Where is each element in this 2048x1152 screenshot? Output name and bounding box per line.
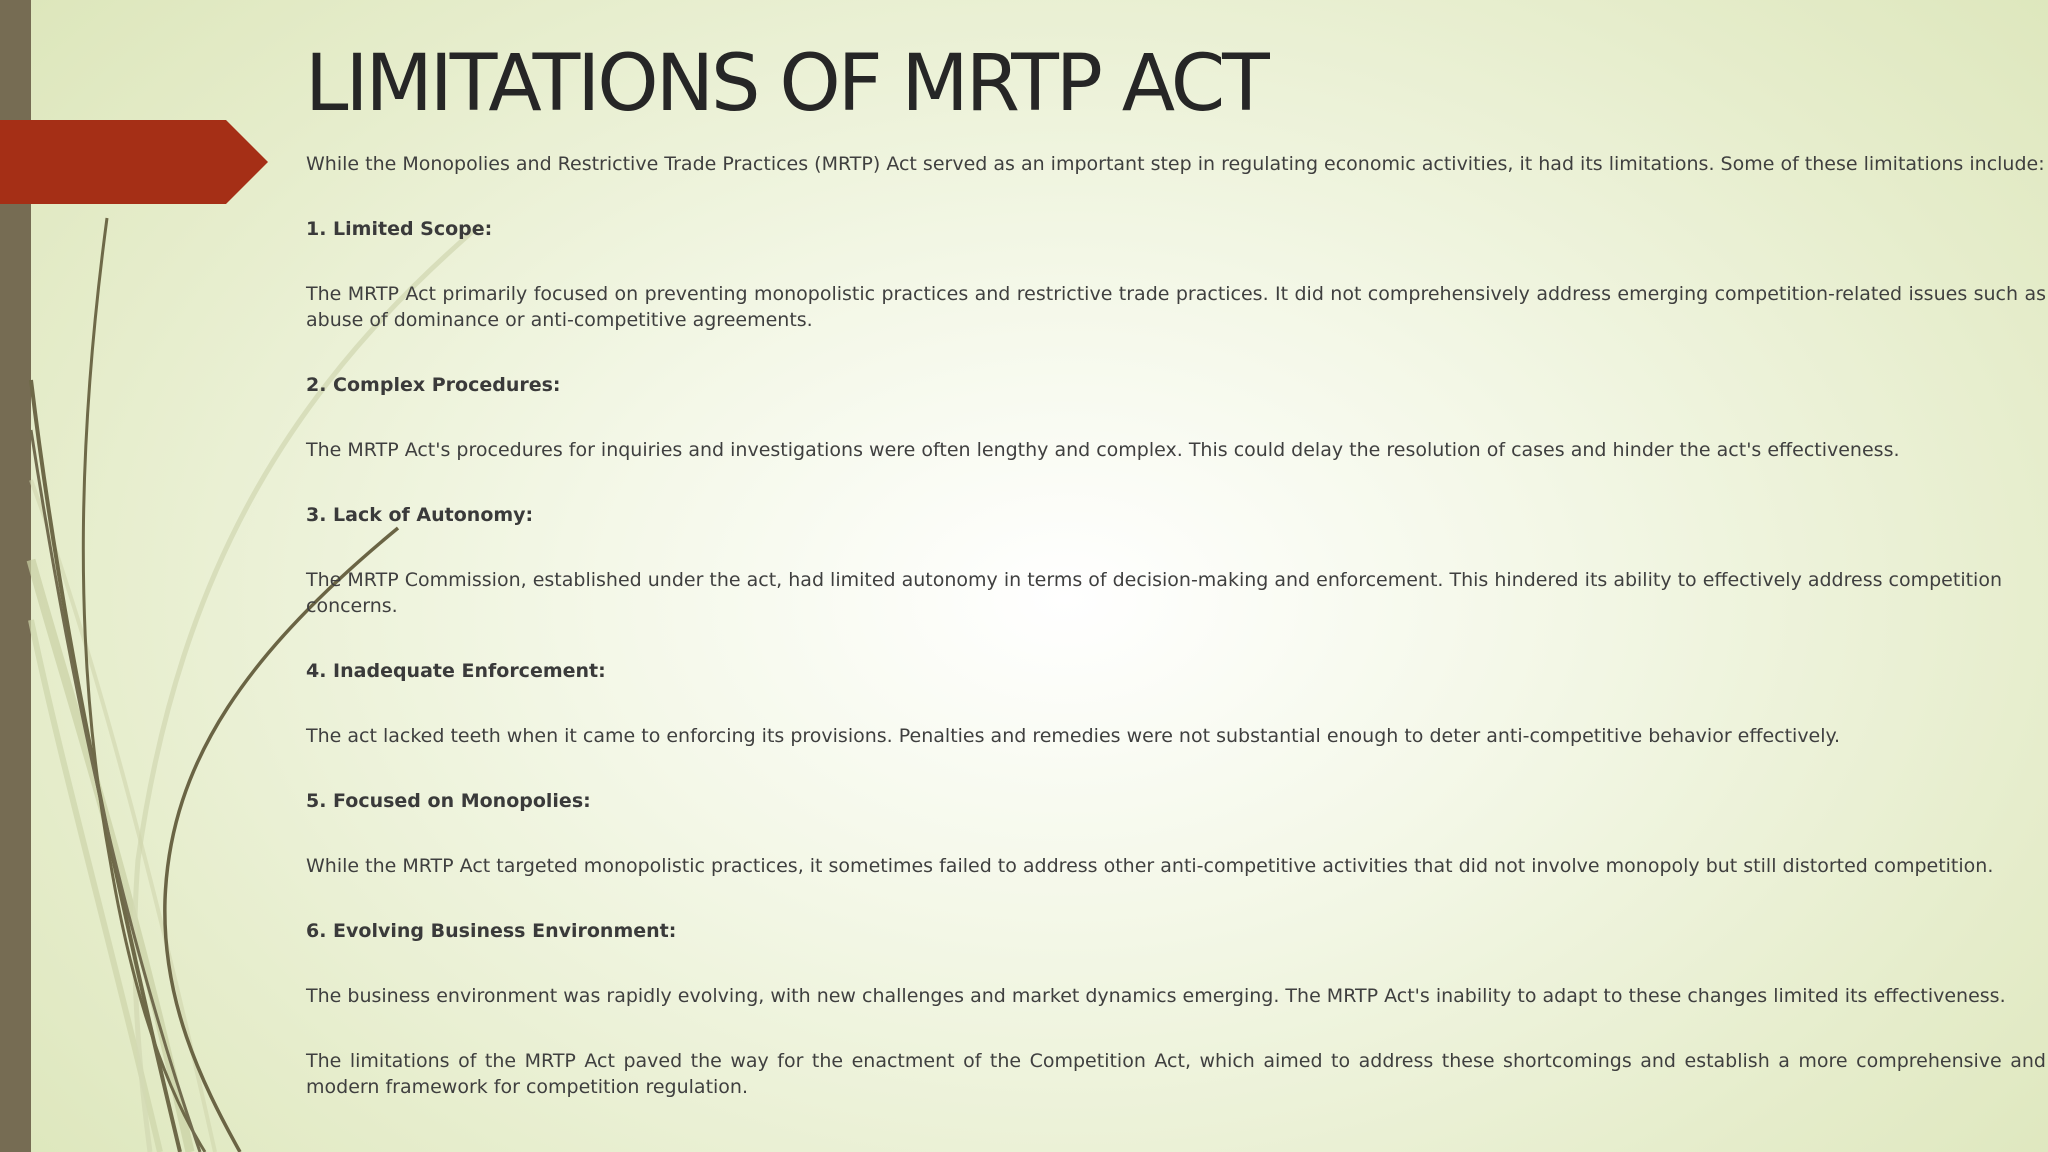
- conclusion-paragraph: The limitations of the MRTP Act paved the way for the enactment of the Competition Act, which aimed to address these shortcomings and establish a more comprehensive and modern framework for competition regulation.: [306, 1050, 2046, 1098]
- section-heading: 5. Focused on Monopolies:: [306, 790, 591, 812]
- slide-title: LIMITATIONS OF MRTP ACT: [305, 39, 1267, 129]
- section-heading: 1. Limited Scope:: [306, 218, 493, 240]
- slide-body: [306, 151, 2046, 1100]
- section-body: The MRTP Commission, established under the act, had limited autonomy in terms of decision-making and enforcement. This hindered its ability to effectively address competition concerns.: [306, 569, 2002, 617]
- section-body: The act lacked teeth when it came to enforcing its provisions. Penalties and remedies were not substantial enough to deter anti-competitive behavior effectively.: [306, 725, 1841, 747]
- section-heading: 2. Complex Procedures:: [306, 374, 561, 396]
- section-heading: 4. Inadequate Enforcement:: [306, 660, 606, 682]
- red-arrow-banner: [0, 120, 268, 204]
- section-body: The MRTP Act primarily focused on preventing monopolistic practices and restrictive trade practices. It did not comprehensively address emerging competition-related issues such as abuse of dominance or anti-competitive agreements.: [306, 283, 2046, 331]
- section-body: The MRTP Act's procedures for inquiries and investigations were often lengthy and complex. This could delay the resolution of cases and hinder the act's effectiveness.: [306, 439, 1900, 461]
- section-heading: 3. Lack of Autonomy:: [306, 504, 534, 526]
- section-heading: 6. Evolving Business Environment:: [306, 920, 677, 942]
- section-body: The business environment was rapidly evolving, with new challenges and market dynamics emerging. The MRTP Act's inability to adapt to these changes limited its effectiveness.: [306, 985, 2006, 1007]
- left-accent-bar: [0, 0, 31, 1152]
- section-body: While the MRTP Act targeted monopolistic practices, it sometimes failed to address other anti-competitive activities that did not involve monopoly but still distorted competition.: [306, 855, 1994, 877]
- intro-paragraph: While the Monopolies and Restrictive Trade Practices (MRTP) Act served as an important step in regulating economic activities, it had its limitations. Some of these limitations include:: [306, 153, 2045, 175]
